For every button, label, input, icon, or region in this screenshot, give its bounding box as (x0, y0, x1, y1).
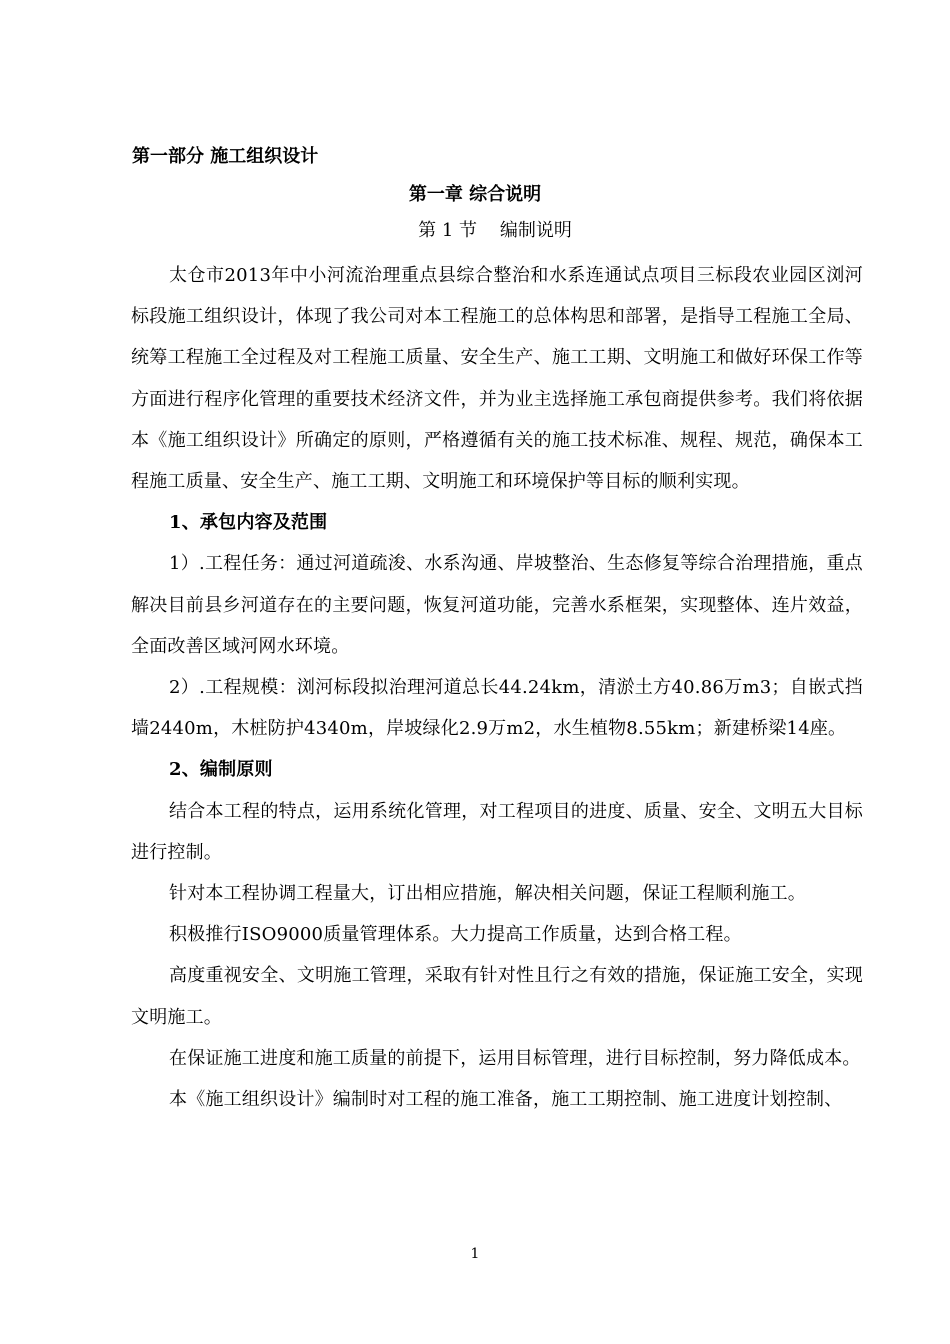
section-title: 第 1 节 编制说明 (418, 220, 572, 241)
intro-paragraph: 太仓市2013年中小河流治理重点县综合整治和水系连通试点项目三标段农业园区浏河标段施工组织设计，体现了我公司对本工程施工的总体构思和部署，是指导工程施工全局、统筹工程施工全过程及对工程施工质量、安全生产、施工工期、文明施工和做好环保工作等方面进行程序化管理的重要技术经济文件，并为业主选择施工承包商提供参考。我们将依据本《施工组织设计》所确定的原则，严格遵循有关的施工技术标准、规程、规范，确保本工程施工质量、安全生产、施工工期、文明施工和环境保护等目标的顺利实现。 (131, 265, 863, 493)
principles-heading: 2、编制原则 (169, 759, 273, 781)
document-body (131, 255, 863, 1120)
principle-paragraph: 在保证施工进度和施工质量的前提下，运用目标管理，进行目标控制，努力降低成本。 (169, 1047, 861, 1069)
scope-heading: 1、承包内容及范围 (169, 512, 328, 534)
scale-paragraph: 2）.工程规模：浏河标段拟治理河道总长44.24km，清淤土方40.86万m3；自嵌式挡墙2440m，木桩防护4340m，岸坡绿化2.9万m2，水生植物8.55km；新建桥梁14座。 (131, 677, 863, 740)
part-title: 第一部分 施工组织设计 (132, 146, 319, 167)
principle-paragraph: 结合本工程的特点，运用系统化管理，对工程项目的进度、质量、安全、文明五大目标进行控制。 (131, 800, 863, 863)
principle-paragraph: 本《施工组织设计》编制时对工程的施工准备，施工工期控制、施工进度计划控制、 (169, 1089, 843, 1111)
chapter-title: 第一章 综合说明 (408, 184, 542, 205)
task-paragraph: 1）.工程任务：通过河道疏浚、水系沟通、岸坡整治、生态修复等综合治理措施，重点解决目前县乡河道存在的主要问题，恢复河道功能，完善水系框架，实现整体、连片效益，全面改善区域河网水环境。 (131, 553, 863, 657)
principle-paragraph: 高度重视安全、文明施工管理，采取有针对性且行之有效的措施，保证施工安全，实现文明施工。 (131, 965, 863, 1028)
page-number: 1 (470, 1246, 480, 1262)
principle-paragraph: 积极推行ISO9000质量管理体系。大力提高工作质量，达到合格工程。 (169, 924, 742, 946)
principle-paragraph: 针对本工程协调工程量大，订出相应措施，解决相关问题，保证工程顺利施工。 (169, 883, 806, 905)
